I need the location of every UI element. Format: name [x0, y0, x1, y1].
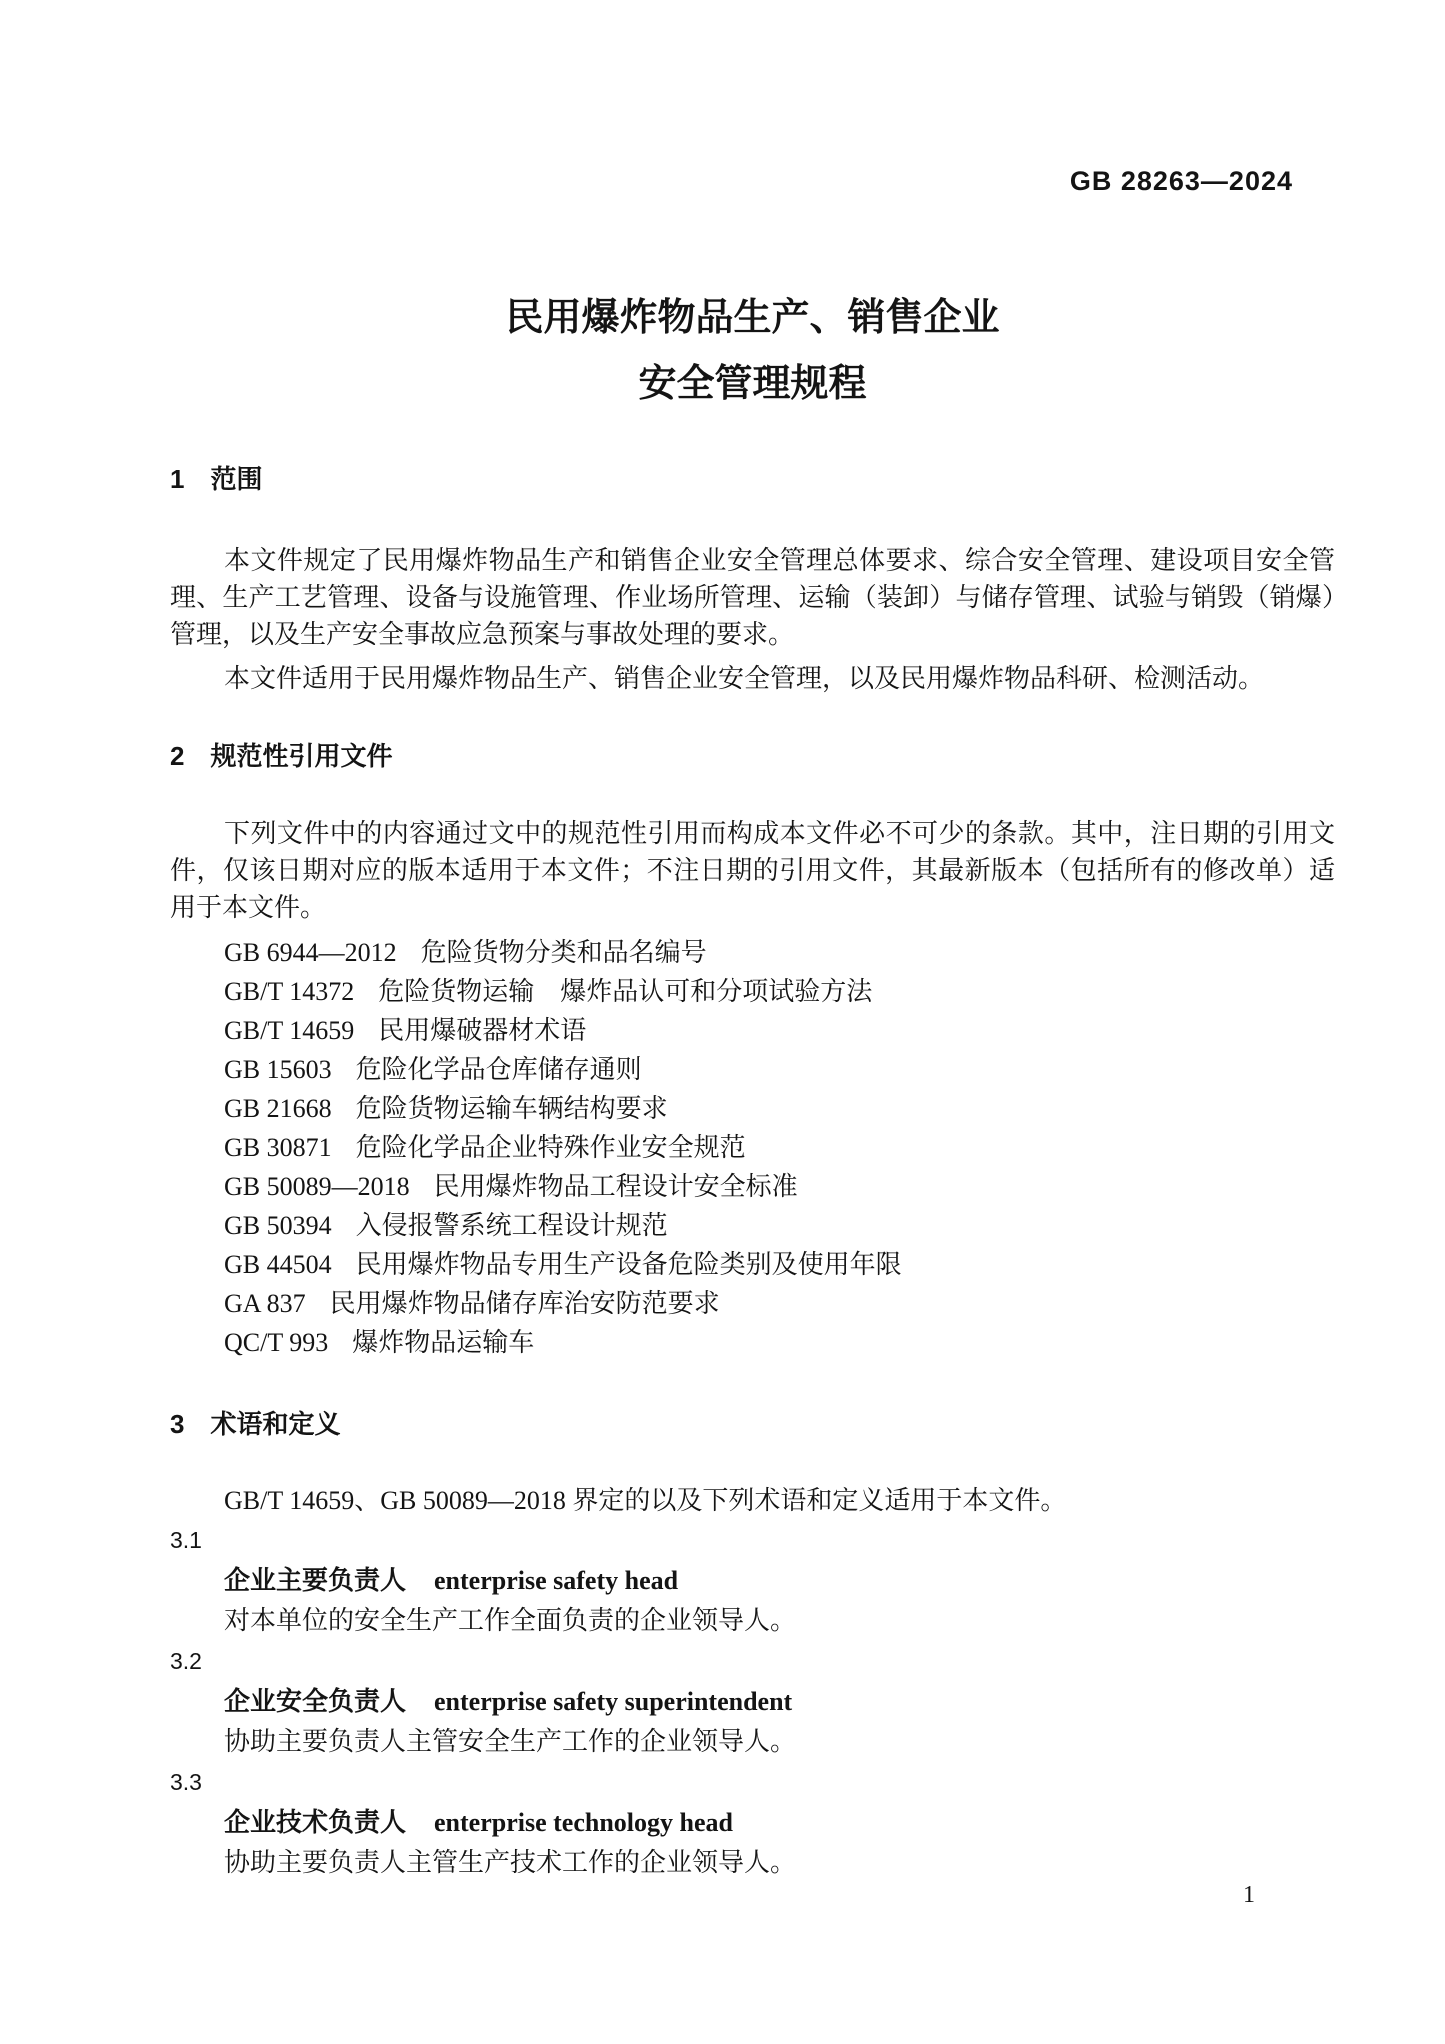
document-title — [170, 285, 1335, 417]
term-name-en: enterprise safety head — [434, 1566, 679, 1595]
reference-code: GB 50394 — [224, 1211, 332, 1240]
reference-item — [224, 1011, 902, 1050]
term-name-en: enterprise technology head — [434, 1808, 733, 1837]
section-3-heading — [170, 1409, 340, 1439]
reference-code: GB/T 14372 — [224, 977, 355, 1006]
standard-code: GB 28263—2024 — [1069, 166, 1293, 196]
section-2-title: 规范性引用文件 — [210, 741, 393, 771]
term-definition: 协助主要负责人主管安全生产工作的企业领导人。 — [224, 1727, 797, 1756]
section-3-number: 3 — [170, 1409, 185, 1439]
normative-reference-list — [224, 933, 902, 1362]
reference-title: 民用爆炸物品专用生产设备危险类别及使用年限 — [355, 1250, 902, 1279]
reference-code: GB/T 14659 — [224, 1016, 355, 1045]
reference-item — [224, 1128, 902, 1167]
reference-title: 爆炸物品运输车 — [352, 1328, 535, 1357]
reference-code: QC/T 993 — [224, 1328, 329, 1357]
reference-title: 危险货物运输车辆结构要求 — [355, 1094, 668, 1123]
reference-item — [224, 1089, 902, 1128]
section-1-heading — [170, 464, 262, 494]
section-1-paragraph-1: 本文件规定了民用爆炸物品生产和销售企业安全管理总体要求、综合安全管理、建设项目安全管理、生产工艺管理、设备与设施管理、作业场所管理、运输（装卸）与储存管理、试验与销毁（销爆）管理，以及生产安全事故应急预案与事故处理的要求。 — [170, 546, 1335, 649]
section-3-title: 术语和定义 — [210, 1409, 341, 1439]
reference-code: GB 50089—2018 — [224, 1172, 410, 1201]
reference-code: GB 15603 — [224, 1055, 332, 1084]
document-title-line-1: 民用爆炸物品生产、销售企业 — [505, 297, 1000, 339]
section-3-intro: GB/T 14659、GB 50089—2018 界定的以及下列术语和定义适用于本文件。 — [224, 1486, 1067, 1515]
reference-code: GB 30871 — [224, 1133, 332, 1162]
reference-item — [224, 933, 902, 972]
reference-title: 危险货物分类和品名编号 — [420, 938, 707, 967]
reference-title: 危险化学品仓库储存通则 — [355, 1055, 642, 1084]
reference-item — [224, 1323, 902, 1362]
reference-item — [224, 1284, 902, 1323]
section-2-heading — [170, 741, 392, 771]
reference-item — [224, 1050, 902, 1089]
reference-item — [224, 1206, 902, 1245]
terms-and-definitions — [170, 1520, 1335, 1883]
section-1-title: 范围 — [210, 464, 263, 494]
reference-item — [224, 1245, 902, 1284]
reference-title: 危险化学品企业特殊作业安全规范 — [355, 1133, 746, 1162]
term-definition: 对本单位的安全生产工作全面负责的企业领导人。 — [224, 1606, 797, 1635]
term-clause-number: 3.1 — [170, 1527, 202, 1553]
term-name-zh: 企业安全负责人 — [224, 1686, 407, 1716]
reference-item — [224, 972, 902, 1011]
reference-title: 民用爆破器材术语 — [378, 1016, 587, 1045]
reference-item — [224, 1167, 902, 1206]
reference-code: GA 837 — [224, 1289, 306, 1318]
section-2-number: 2 — [170, 741, 185, 771]
reference-title: 入侵报警系统工程设计规范 — [355, 1211, 668, 1240]
term-clause-number: 3.2 — [170, 1648, 202, 1674]
term-entry — [170, 1520, 1335, 1641]
term-name-en: enterprise safety superintendent — [434, 1687, 793, 1716]
term-name — [170, 1681, 1335, 1722]
reference-title: 民用爆炸物品工程设计安全标准 — [433, 1172, 798, 1201]
section-2-intro: 下列文件中的内容通过文中的规范性引用而构成本文件必不可少的条款。其中，注日期的引用文件，仅该日期对应的版本适用于本文件；不注日期的引用文件，其最新版本（包括所有的修改单）适用于本文件。 — [170, 819, 1335, 922]
term-name — [170, 1560, 1335, 1601]
term-clause-number: 3.3 — [170, 1769, 202, 1795]
term-entry — [170, 1641, 1335, 1762]
section-1-paragraph-2: 本文件适用于民用爆炸物品生产、销售企业安全管理，以及民用爆炸物品科研、检测活动。 — [224, 664, 1265, 693]
term-name-zh: 企业技术负责人 — [224, 1807, 407, 1837]
reference-title: 民用爆炸物品储存库治安防范要求 — [329, 1289, 720, 1318]
term-name — [170, 1802, 1335, 1843]
reference-code: GB 21668 — [224, 1094, 332, 1123]
section-1-number: 1 — [170, 464, 185, 494]
reference-code: GB 44504 — [224, 1250, 332, 1279]
term-entry — [170, 1762, 1335, 1883]
term-name-zh: 企业主要负责人 — [224, 1565, 407, 1595]
reference-code: GB 6944—2012 — [224, 938, 397, 967]
document-title-line-2: 安全管理规程 — [638, 363, 867, 405]
term-definition: 协助主要负责人主管生产技术工作的企业领导人。 — [224, 1848, 797, 1877]
reference-title: 危险货物运输 爆炸品认可和分项试验方法 — [378, 977, 873, 1006]
page-number: 1 — [1243, 1882, 1255, 1908]
